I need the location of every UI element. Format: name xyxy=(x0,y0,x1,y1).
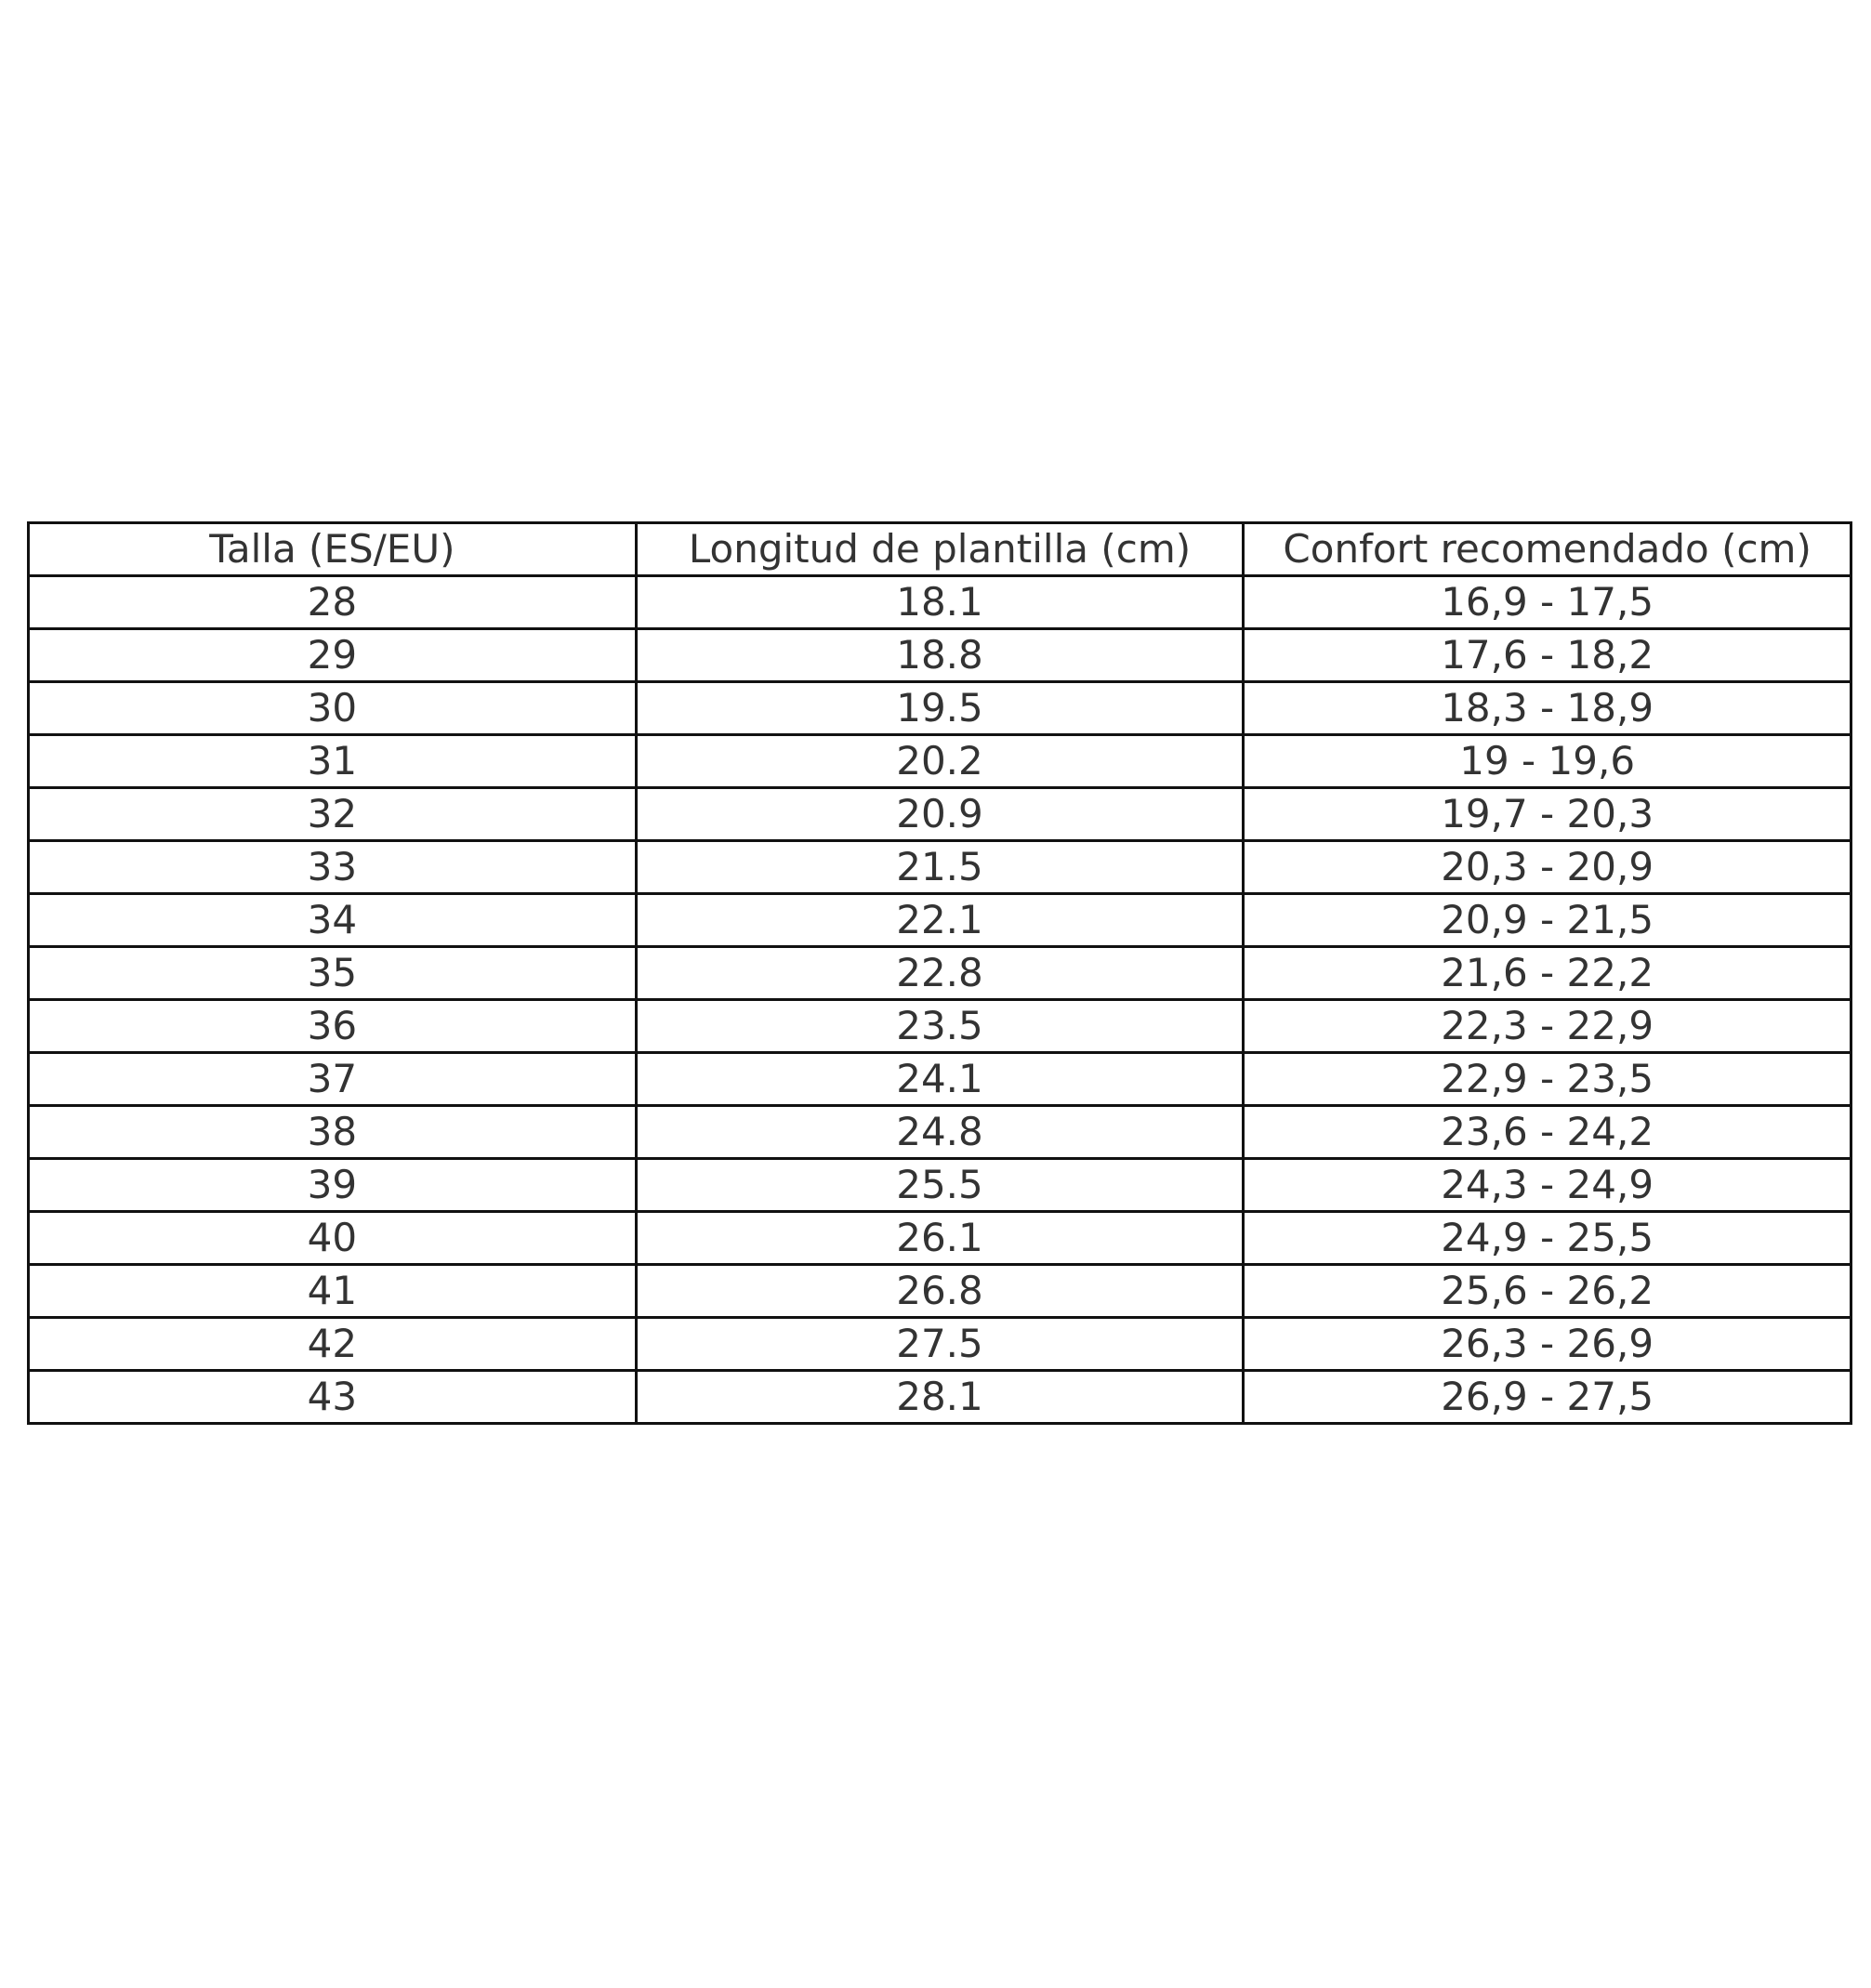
table-row xyxy=(29,1265,1851,1318)
comfort-range-cell: 16,9 - 17,5 xyxy=(1244,576,1851,629)
comfort-range-cell: 24,3 - 24,9 xyxy=(1244,1159,1851,1212)
header-size: Talla (ES/EU) xyxy=(29,523,637,576)
size-cell: 38 xyxy=(29,1106,637,1159)
comfort-range-cell: 20,3 - 20,9 xyxy=(1244,841,1851,894)
comfort-range-cell: 18,3 - 18,9 xyxy=(1244,682,1851,735)
size-cell: 31 xyxy=(29,735,637,788)
comfort-range-cell: 20,9 - 21,5 xyxy=(1244,894,1851,947)
insole-length-cell: 18.1 xyxy=(636,576,1244,629)
header-recommended-comfort: Confort recomendado (cm) xyxy=(1244,523,1851,576)
insole-length-cell: 22.1 xyxy=(636,894,1244,947)
insole-length-cell: 27.5 xyxy=(636,1318,1244,1371)
size-cell: 28 xyxy=(29,576,637,629)
header-row xyxy=(29,523,1851,576)
insole-length-cell: 28.1 xyxy=(636,1371,1244,1424)
size-cell: 32 xyxy=(29,788,637,841)
insole-length-cell: 18.8 xyxy=(636,629,1244,682)
size-cell: 35 xyxy=(29,947,637,1000)
insole-length-cell: 24.8 xyxy=(636,1106,1244,1159)
table-header xyxy=(29,523,1851,576)
comfort-range-cell: 22,9 - 23,5 xyxy=(1244,1053,1851,1106)
size-cell: 42 xyxy=(29,1318,637,1371)
comfort-range-cell: 24,9 - 25,5 xyxy=(1244,1212,1851,1265)
table-row xyxy=(29,629,1851,682)
size-cell: 39 xyxy=(29,1159,637,1212)
comfort-range-cell: 21,6 - 22,2 xyxy=(1244,947,1851,1000)
table-row xyxy=(29,1106,1851,1159)
comfort-range-cell: 25,6 - 26,2 xyxy=(1244,1265,1851,1318)
size-cell: 34 xyxy=(29,894,637,947)
size-cell: 37 xyxy=(29,1053,637,1106)
insole-length-cell: 26.8 xyxy=(636,1265,1244,1318)
table-row xyxy=(29,682,1851,735)
table-row xyxy=(29,576,1851,629)
size-cell: 40 xyxy=(29,1212,637,1265)
table-row xyxy=(29,735,1851,788)
table-row xyxy=(29,1318,1851,1371)
size-cell: 33 xyxy=(29,841,637,894)
size-cell: 43 xyxy=(29,1371,637,1424)
table-row xyxy=(29,788,1851,841)
size-cell: 29 xyxy=(29,629,637,682)
table-row xyxy=(29,1159,1851,1212)
table-row xyxy=(29,1212,1851,1265)
insole-length-cell: 21.5 xyxy=(636,841,1244,894)
size-cell: 36 xyxy=(29,1000,637,1053)
header-insole-length: Longitud de plantilla (cm) xyxy=(636,523,1244,576)
comfort-range-cell: 26,9 - 27,5 xyxy=(1244,1371,1851,1424)
insole-length-cell: 22.8 xyxy=(636,947,1244,1000)
insole-length-cell: 20.9 xyxy=(636,788,1244,841)
table-row xyxy=(29,1371,1851,1424)
comfort-range-cell: 19 - 19,6 xyxy=(1244,735,1851,788)
insole-length-cell: 19.5 xyxy=(636,682,1244,735)
comfort-range-cell: 22,3 - 22,9 xyxy=(1244,1000,1851,1053)
comfort-range-cell: 26,3 - 26,9 xyxy=(1244,1318,1851,1371)
table-row xyxy=(29,1000,1851,1053)
insole-length-cell: 26.1 xyxy=(636,1212,1244,1265)
size-cell: 30 xyxy=(29,682,637,735)
table-row xyxy=(29,1053,1851,1106)
table-row xyxy=(29,894,1851,947)
table-body xyxy=(29,576,1851,1424)
comfort-range-cell: 23,6 - 24,2 xyxy=(1244,1106,1851,1159)
insole-length-cell: 24.1 xyxy=(636,1053,1244,1106)
comfort-range-cell: 19,7 - 20,3 xyxy=(1244,788,1851,841)
insole-length-cell: 25.5 xyxy=(636,1159,1244,1212)
size-cell: 41 xyxy=(29,1265,637,1318)
comfort-range-cell: 17,6 - 18,2 xyxy=(1244,629,1851,682)
size-chart-table xyxy=(27,521,1852,1425)
insole-length-cell: 23.5 xyxy=(636,1000,1244,1053)
table-row xyxy=(29,947,1851,1000)
insole-length-cell: 20.2 xyxy=(636,735,1244,788)
table-row xyxy=(29,841,1851,894)
